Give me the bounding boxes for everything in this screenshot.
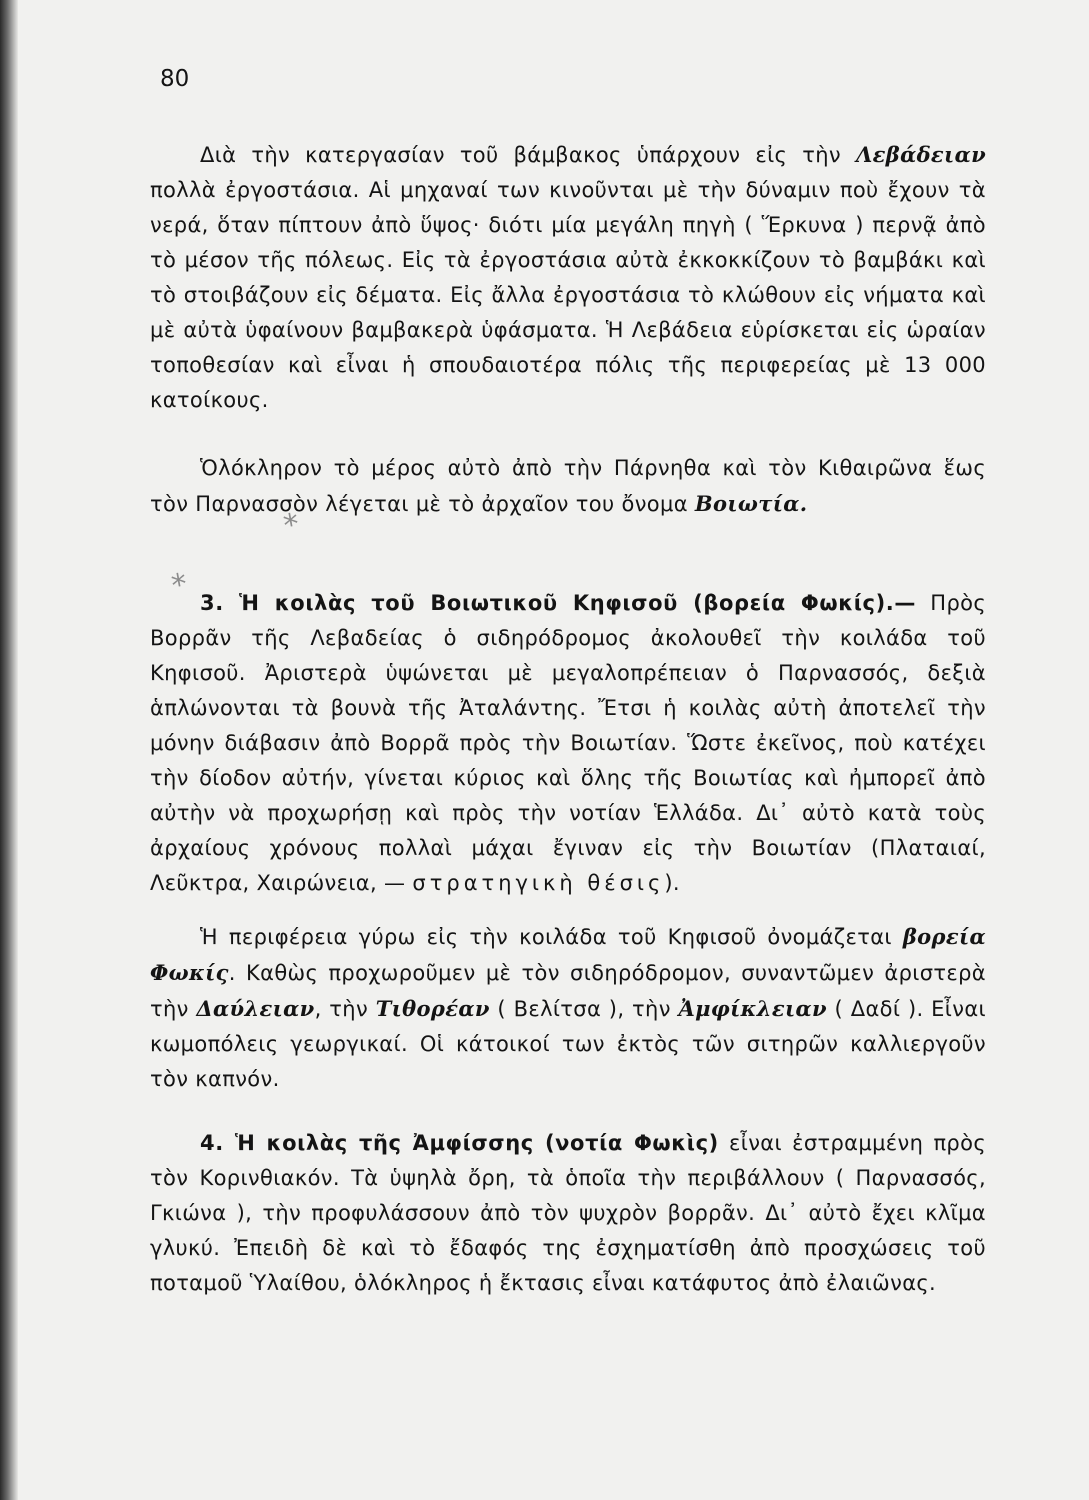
- paragraph-north-phocis: [150, 919, 986, 1097]
- text-run: . Καθὼς προχωροῦμεν μὲ τὸν σιδηρόδρομον, συναντῶμεν ἀριστερὰ τὴν: [150, 961, 986, 1021]
- pencil-asterisk-mark: *: [169, 566, 190, 605]
- text-run: Διὰ τὴν κατεργασίαν τοῦ βάμβακος ὑπάρχουν εἰς τὴν: [200, 143, 857, 167]
- section-3-heading: 3. Ἡ κοιλὰς τοῦ Βοιωτικοῦ Κηφισοῦ (βορεία Φωκίς).—: [200, 591, 916, 615]
- pencil-asterisk-mark: *: [281, 506, 302, 545]
- text-run: ( Βελίτσα ), τὴν: [489, 997, 679, 1021]
- place-name-boeotia: Βοιωτία.: [694, 491, 808, 516]
- text-run: ).: [664, 871, 680, 895]
- place-name-north-phocis: βορεία Φωκίς: [150, 924, 986, 985]
- page-number: 80: [160, 66, 190, 92]
- page-edge-shadow: [0, 0, 18, 1500]
- text-run: πολλὰ ἐργοστάσια. Αἱ μηχαναί των κινοῦνται μὲ τὴν δύναμιν ποὺ ἔχουν τὰ νερά, ὅταν πίπτουν ἀπὸ ὕψος· διότι μία μεγάλη πηγὴ ( Ἕρκυνα ) περνᾷ ἀπὸ τὸ μέσον τῆς πόλεως. Εἰς τὰ ἐργοστάσια αὐτὰ ἐκκοκκίζουν τὸ βαμβάκι καὶ τὸ στοιβάζουν εἰς δέματα. Εἰς ἄλλα ἐργοστάσια τὸ κλώθουν εἰς νήματα καὶ μὲ αὐτὰ ὑφαίνουν βαμβακερὰ ὑφάσματα. Ἡ Λεβάδεια εὑρίσκεται εἰς ὡραίαν τοποθεσίαν καὶ εἶναι ἡ σπουδαιοτέρα πόλις τῆς περιφερείας μὲ 13 000 κατοίκους.: [150, 178, 986, 412]
- paragraph-boeotia-name: [150, 451, 986, 522]
- place-name-daulis: Δαύλειαν: [196, 996, 315, 1021]
- text-run: Ἡ περιφέρεια γύρω εἰς τὴν κοιλάδα τοῦ Κηφισοῦ ὀνομάζεται: [200, 925, 903, 949]
- place-name-tithorea: Τιθορέαν: [375, 996, 490, 1021]
- paragraph-lebadeia-industry: [150, 137, 986, 418]
- place-name-amfikleia: Ἀμφίκλειαν: [678, 996, 827, 1021]
- text-run: Ὁλόκληρον τὸ μέρος αὐτὸ ἀπὸ τὴν Πάρνηθα καὶ τὸν Κιθαιρῶνα ἕως τὸν Παρνασσὸν λέγεται μὲ τὸ ἀρχαῖον του ὄνομα: [150, 456, 986, 516]
- spaced-emphasis: στρατηγικὴ θέσις: [412, 871, 665, 895]
- place-name-lebadeia: Λεβάδειαν: [856, 142, 986, 167]
- text-run: ( Δαδί ). Εἶναι κωμοπόλεις γεωργικαί. Οἱ κάτοικοί των ἐκτὸς τῶν σιτηρῶν καλλιεργοῦν τὸν καπνόν.: [150, 997, 986, 1091]
- text-run: , τὴν: [314, 997, 376, 1021]
- section-4-amfissa-valley: [150, 1126, 986, 1301]
- section-4-heading: 4. Ἡ κοιλὰς τῆς Ἀμφίσσης (νοτία Φωκὶς): [200, 1131, 719, 1155]
- section-3-kifisos-valley: [150, 586, 986, 901]
- text-run: Πρὸς Βορρᾶν τῆς Λεβαδείας ὁ σιδηρόδρομος ἀκολουθεῖ τὴν κοιλάδα τοῦ Κηφισοῦ. Ἀριστερὰ ὑψώνεται μὲ μεγαλοπρέπειαν ὁ Παρνασσός, δεξιὰ ἁπλώνονται τὰ βουνὰ τῆς Ἀταλάντης. Ἔτσι ἡ κοιλὰς αὐτὴ ἀποτελεῖ τὴν μόνην διάβασιν ἀπὸ Βορρᾶ πρὸς τὴν Βοιωτίαν. Ὥστε ἐκεῖνος, ποὺ κατέχει τὴν δίοδον αὐτήν, γίνεται κύριος καὶ ὅλης τῆς Βοιωτίας καὶ ἠμπορεῖ ἀπὸ αὐτὴν νὰ προχωρήσῃ καὶ πρὸς τὴν νοτίαν Ἑλλάδα. Δι᾿ αὐτὸ κατὰ τοὺς ἀρχαίους χρόνους πολλαὶ μάχαι ἔγιναν εἰς τὴν Βοιωτίαν (Πλαταιαί, Λεῦκτρα, Χαιρώνεια, —: [150, 591, 986, 895]
- text-run: εἶναι ἐστραμμένη πρὸς τὸν Κορινθιακόν. Τὰ ὑψηλὰ ὄρη, τὰ ὁποῖα τὴν περιβάλλουν ( Παρνασσός, Γκιώνα ), τὴν προφυλάσσουν ἀπὸ τὸν ψυχρὸν βορρᾶν. Δι᾿ αὐτὸ ἔχει κλῖμα γλυκύ. Ἐπειδὴ δὲ καὶ τὸ ἔδαφός της ἐσχηματίσθη ἀπὸ προσχώσεις τοῦ ποταμοῦ Ὑλαίθου, ὁλόκληρος ἡ ἔκτασις εἶναι κατάφυτος ἀπὸ ἐλαιῶνας.: [150, 1131, 986, 1295]
